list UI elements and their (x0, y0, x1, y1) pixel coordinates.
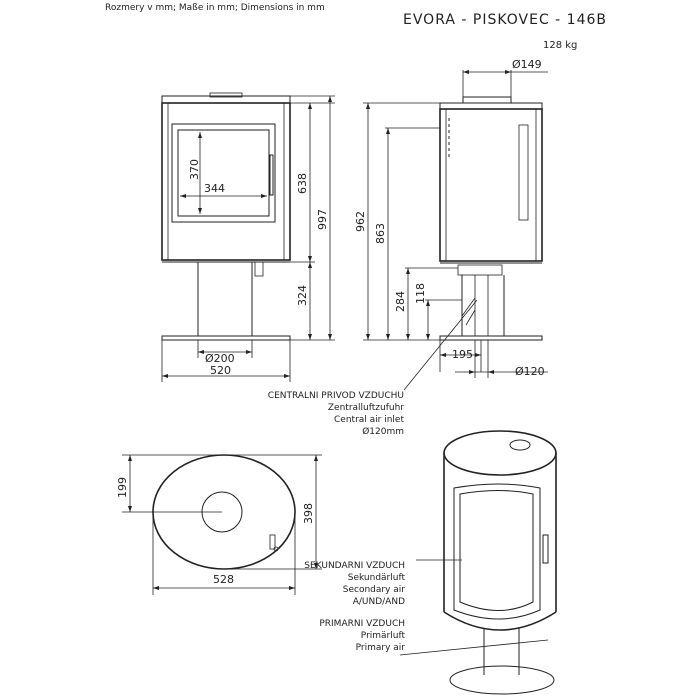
glass-width-label: 344 (204, 182, 225, 195)
side-total-height-label: 962 (354, 211, 367, 232)
side-lower-height-label: 284 (394, 291, 407, 312)
top-half-depth-label: 199 (116, 477, 129, 498)
primary-air-label-2: Primary air (355, 643, 405, 653)
side-inlet-diameter-label: Ø120 (515, 365, 545, 378)
central-air-label-3: Ø120mm (362, 427, 404, 437)
front-total-height-label: 997 (316, 209, 329, 230)
front-air-lever (255, 262, 263, 276)
persp-door (454, 484, 540, 619)
central-air-label-0: CENTRALNI PRIVOD VZDUCHU (267, 391, 404, 401)
top-handle (270, 535, 275, 549)
persp-flue (510, 440, 530, 450)
top-depth-label: 398 (302, 503, 315, 524)
front-view (162, 93, 335, 382)
side-body (440, 109, 542, 261)
perspective-view (444, 431, 556, 694)
secondary-air-label-3: A/UND/AND (352, 597, 405, 607)
side-view (363, 58, 548, 378)
glass-height-label: 370 (188, 159, 201, 180)
units-note: Rozmery v mm; Maße in mm; Dimensions in mm (105, 3, 325, 13)
side-inlet-height-label: 863 (374, 223, 387, 244)
base-width-label: 520 (210, 364, 231, 377)
secondary-air-label-0: SEKUNDARNI VZDUCH (304, 561, 405, 571)
side-flue-collar (463, 97, 511, 103)
product-title: EVORA - PISKOVEC - 146B (403, 12, 608, 28)
central-air-leader (404, 300, 477, 390)
pedestal-diameter-label: Ø200 (205, 352, 235, 365)
front-base-plate (162, 336, 290, 340)
front-body (162, 103, 290, 260)
primary-air-label-1: Primärluft (360, 631, 405, 641)
front-pedestal-height-label: 324 (296, 285, 309, 306)
central-air-label-1: Zentralluftzufuhr (327, 403, 404, 413)
persp-base-plate (450, 666, 554, 694)
primary-air-label-0: PRIMARNI VZDUCH (319, 619, 405, 629)
top-width-label: 528 (213, 573, 234, 586)
side-air-box (458, 265, 502, 275)
secondary-air-label-1: Sekundärluft (347, 573, 405, 583)
side-offset-label: 195 (452, 348, 473, 361)
flue-diameter-label: Ø149 (512, 58, 542, 71)
front-handle (270, 155, 273, 195)
weight-label: 128 kg (543, 40, 578, 51)
central-air-label-2: Central air inlet (334, 415, 404, 425)
side-door-edge (519, 125, 528, 220)
persp-glass (460, 491, 533, 611)
persp-top (444, 431, 556, 475)
front-body-height-label: 638 (296, 173, 309, 194)
secondary-air-label-2: Secondary air (342, 585, 405, 595)
side-low-height-label: 118 (414, 283, 427, 304)
persp-handle (543, 535, 548, 563)
persp-body-bottom (444, 612, 556, 630)
